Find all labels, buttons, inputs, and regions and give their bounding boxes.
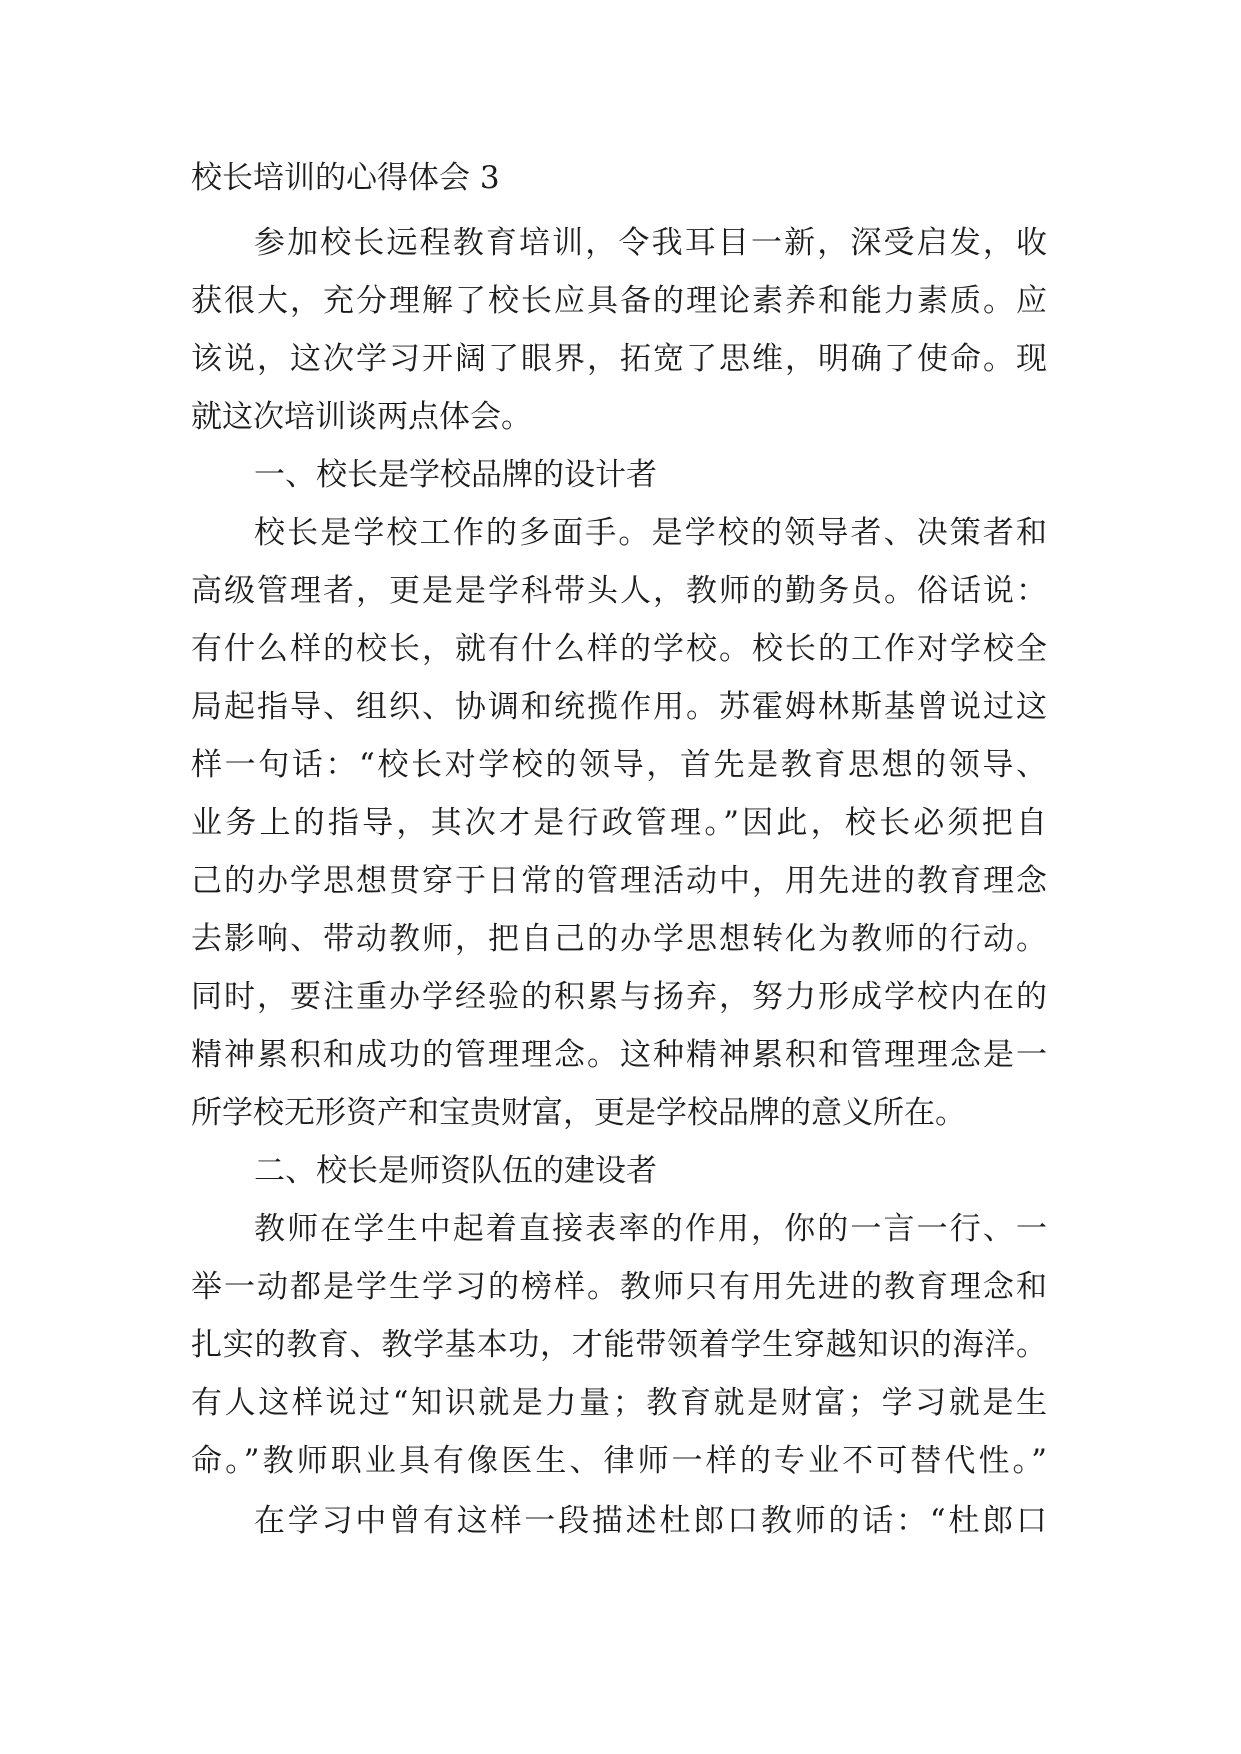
paragraph-line: 参加校长远程教育培训，令我耳目一新，深受启发，收 <box>254 225 1047 261</box>
paragraph-line: 局起指导、组织、协调和统揽作用。苏霍姆林斯基曾说过这 <box>191 689 1047 725</box>
paragraph-line: 该说，这次学习开阔了眼界，拓宽了思维，明确了使命。现 <box>191 341 1047 377</box>
paragraph-line: 扎实的教育、教学基本功，才能带领着学生穿越知识的海洋。 <box>191 1327 1047 1363</box>
section-heading: 二、校长是师资队伍的建设者 <box>254 1153 657 1189</box>
paragraph-line: 在学习中曾有这样一段描述杜郎口教师的话：“杜郎口 <box>254 1503 1047 1539</box>
paragraph-line: 举一动都是学生学习的榜样。教师只有用先进的教育理念和 <box>191 1269 1047 1305</box>
paragraph-line: 同时，要注重办学经验的积累与扬弃，努力形成学校内在的 <box>191 979 1047 1015</box>
paragraph-line: 业务上的指导，其次才是行政管理。”因此，校长必须把自 <box>191 805 1047 841</box>
paragraph-line: 校长是学校工作的多面手。是学校的领导者、决策者和 <box>254 515 1047 551</box>
paragraph-line: 高级管理者，更是是学科带头人，教师的勤务员。俗话说： <box>191 573 1047 609</box>
paragraph-line: 精神累积和成功的管理理念。这种精神累积和管理理念是一 <box>191 1037 1047 1073</box>
paragraph-line: 去影响、带动教师，把自己的办学思想转化为教师的行动。 <box>191 921 1047 957</box>
paragraph-line: 命。”教师职业具有像医生、律师一样的专业不可替代性。” <box>191 1443 1047 1479</box>
paragraph-line: 己的办学思想贯穿于日常的管理活动中，用先进的教育理念 <box>191 863 1047 899</box>
paragraph-line: 有人这样说过“知识就是力量；教育就是财富；学习就是生 <box>191 1385 1047 1421</box>
paragraph-line: 有什么样的校长，就有什么样的学校。校长的工作对学校全 <box>191 631 1047 667</box>
section-heading: 一、校长是学校品牌的设计者 <box>254 457 657 493</box>
paragraph-line: 教师在学生中起着直接表率的作用，你的一言一行、一 <box>254 1211 1047 1247</box>
paragraph-line: 就这次培训谈两点体会。 <box>191 399 532 435</box>
paragraph-line: 获很大，充分理解了校长应具备的理论素养和能力素质。应 <box>191 283 1047 319</box>
document-title: 校长培训的心得体会 3 <box>191 160 500 196</box>
paragraph-line: 所学校无形资产和宝贵财富，更是学校品牌的意义所在。 <box>191 1095 966 1131</box>
paragraph-line: 样一句话：“校长对学校的领导，首先是教育思想的领导、 <box>191 747 1047 783</box>
